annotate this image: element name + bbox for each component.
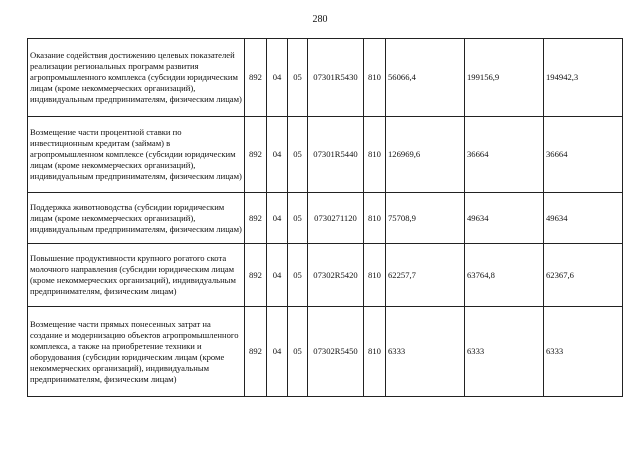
subsection-code: 05 [288, 193, 308, 244]
row-description: Возмещение части прямых понесенных затрат на создание и модернизацию объектов агропромышленного комплекса, а также на приобретение техники и оборудования (субсидии юридическим лицам (кроме некоммерческих организаций), индивидуальным предпринимателям, физическим лицам) [28, 307, 245, 397]
amount-3: 6333 [544, 307, 623, 397]
amount-1: 56066,4 [386, 39, 465, 117]
row-description: Повышение продуктивности крупного рогатого скота молочного направления (субсидии юридическим лицам (кроме некоммерческих организаций), индивидуальным предпринимателям, физическим лицам) [28, 244, 245, 307]
target-code: 07302R5450 [308, 307, 364, 397]
amount-1: 126969,6 [386, 117, 465, 193]
section-code: 04 [267, 193, 288, 244]
amount-2: 49634 [465, 193, 544, 244]
row-description: Возмещение части процентной ставки по инвестиционным кредитам (займам) в агропромышленном комплексе (субсидии юридическим лицам (кроме некоммерческих организаций), индивидуальным предпринимателям, физическим лицам) [28, 117, 245, 193]
table-row [28, 39, 623, 117]
target-code: 0730271120 [308, 193, 364, 244]
row-description: Поддержка животноводства (субсидии юридическим лицам (кроме некоммерческих организаций), индивидуальным предпринимателям, физическим лицам) [28, 193, 245, 244]
ministry-code: 892 [245, 244, 267, 307]
section-code: 04 [267, 244, 288, 307]
target-code: 07301R5430 [308, 39, 364, 117]
amount-3: 49634 [544, 193, 623, 244]
amount-2: 199156,9 [465, 39, 544, 117]
section-code: 04 [267, 39, 288, 117]
amount-3: 36664 [544, 117, 623, 193]
target-code: 07301R5440 [308, 117, 364, 193]
subsection-code: 05 [288, 244, 308, 307]
expense-type-code: 810 [364, 117, 386, 193]
amount-3: 194942,3 [544, 39, 623, 117]
amount-2: 36664 [465, 117, 544, 193]
amount-1: 75708,9 [386, 193, 465, 244]
table-row [28, 193, 623, 244]
table-row [28, 117, 623, 193]
ministry-code: 892 [245, 307, 267, 397]
ministry-code: 892 [245, 39, 267, 117]
expense-type-code: 810 [364, 193, 386, 244]
amount-2: 6333 [465, 307, 544, 397]
subsection-code: 05 [288, 117, 308, 193]
amount-2: 63764,8 [465, 244, 544, 307]
expense-type-code: 810 [364, 39, 386, 117]
amount-3: 62367,6 [544, 244, 623, 307]
ministry-code: 892 [245, 117, 267, 193]
subsection-code: 05 [288, 307, 308, 397]
page-number: 280 [312, 14, 328, 25]
ministry-code: 892 [245, 193, 267, 244]
section-code: 04 [267, 307, 288, 397]
budget-table [27, 38, 623, 397]
table-row [28, 244, 623, 307]
expense-type-code: 810 [364, 244, 386, 307]
section-code: 04 [267, 117, 288, 193]
row-description: Оказание содействия достижению целевых показателей реализации региональных программ развития агропромышленного комплекса (субсидии юридическим лицам (кроме некоммерческих организаций), индивидуальным предпринимателям, физическим лицам) [28, 39, 245, 117]
target-code: 07302R5420 [308, 244, 364, 307]
amount-1: 62257,7 [386, 244, 465, 307]
expense-type-code: 810 [364, 307, 386, 397]
table-row [28, 307, 623, 397]
amount-1: 6333 [386, 307, 465, 397]
subsection-code: 05 [288, 39, 308, 117]
